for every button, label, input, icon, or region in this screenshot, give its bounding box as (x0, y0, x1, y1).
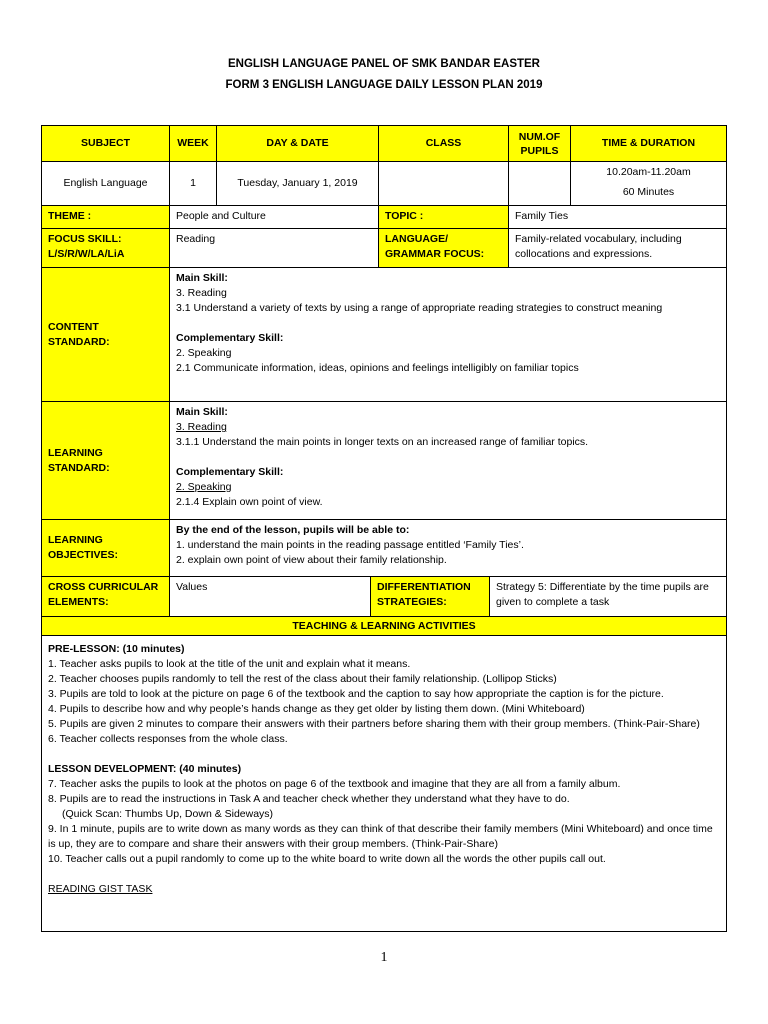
content-comp-heading: Complementary Skill: (176, 332, 284, 344)
objectives-label-line-1: LEARNING (48, 534, 103, 546)
pre-lesson-heading: PRE-LESSON: (10 minutes) (48, 643, 185, 655)
development-item: 9. In 1 minute, pupils are to write down as many words as they can think of that describe their family members (Mini Whiteboard) and once time is up, they are to compare and share their answers with their group members. (Think-Pair-Share) (48, 823, 713, 850)
pre-lesson-item: 5. Pupils are given 2 minutes to compare their answers with their partners before sharing them with their group members. (Think-Pair-Share) (48, 718, 700, 730)
cross-curricular-label (41, 576, 170, 617)
focus-label-line-2: L/S/R/W/LA/LiA (48, 248, 125, 260)
learning-objectives-body (169, 519, 727, 577)
focus-label-line-1: FOCUS SKILL: (48, 233, 122, 245)
cell-week: 1 (169, 161, 217, 206)
objective-1: 1. understand the main points in the reading passage entitled ‘Family Ties’. (176, 539, 524, 551)
content-standard-label (41, 267, 170, 402)
header-num-pupils: NUM.OF PUPILS (508, 125, 571, 162)
cross-label-line-2: ELEMENTS: (48, 596, 109, 608)
header-subject: SUBJECT (41, 125, 170, 162)
theme-label: THEME : (41, 205, 170, 229)
cell-day-date: Tuesday, January 1, 2019 (216, 161, 379, 206)
learning-objectives-label (41, 519, 170, 577)
header-day-date: DAY & DATE (216, 125, 379, 162)
development-item-note: (Quick Scan: Thumbs Up, Down & Sideways) (62, 808, 274, 820)
page-number: 1 (380, 950, 388, 965)
learning-main-1: 3. Reading (176, 421, 227, 433)
content-main-1: 3. Reading (176, 287, 227, 299)
development-item: 10. Teacher calls out a pupil randomly to come up to the white board to write down all the words the other pupils call out. (48, 853, 606, 865)
grammar-focus-label (378, 228, 509, 268)
learning-comp-2: 2.1.4 Explain own point of view. (176, 496, 323, 508)
header-time-duration: TIME & DURATION (570, 125, 727, 162)
document-header (0, 54, 768, 96)
differentiation-label (370, 576, 490, 617)
learning-main-2: 3.1.1 Understand the main points in longer texts on an increased range of familiar topics. (176, 436, 589, 448)
objective-2: 2. explain own point of view about their family relationship. (176, 554, 447, 566)
pre-lesson-item: 2. Teacher chooses pupils randomly to tell the rest of the class about their family relationship. (Lollipop Sticks) (48, 673, 557, 685)
header-week: WEEK (169, 125, 217, 162)
focus-skill-label (41, 228, 170, 268)
diff-label-line-1: DIFFERENTIATION (377, 581, 471, 593)
activities-header: TEACHING & LEARNING ACTIVITIES (41, 616, 727, 636)
content-main-2: 3.1 Understand a variety of texts by using a range of appropriate reading strategies to construct meaning (176, 302, 663, 314)
pre-lesson-item: 6. Teacher collects responses from the whole class. (48, 733, 288, 745)
lang-label-line-1: LANGUAGE/ (385, 233, 448, 245)
content-label-line-2: STANDARD: (48, 335, 110, 348)
content-comp-2: 2.1 Communicate information, ideas, opinions and feelings intelligibly on familiar topics (176, 362, 579, 374)
content-comp-1: 2. Speaking (176, 347, 232, 359)
diff-label-line-2: STRATEGIES: (377, 596, 447, 608)
development-item: 7. Teacher asks the pupils to look at the photos on page 6 of the textbook and imagine that they are all from a family album. (48, 778, 621, 790)
learning-main-heading: Main Skill: (176, 406, 228, 418)
cross-curricular-value: Values (169, 576, 371, 617)
reading-gist-task: READING GIST TASK (48, 883, 153, 895)
content-label-line-1: CONTENT (48, 320, 99, 333)
differentiation-value: Strategy 5: Differentiate by the time pupils are given to complete a task (489, 576, 727, 617)
lang-label-line-2: GRAMMAR FOCUS: (385, 248, 485, 260)
grammar-focus-value: Family-related vocabulary, including collocations and expressions. (508, 228, 727, 268)
pre-lesson-item: 3. Pupils are told to look at the picture on page 6 of the textbook and the caption to say how appropriate the caption is for the picture. (48, 688, 664, 700)
header-class: CLASS (378, 125, 509, 162)
pre-lesson-item: 1. Teacher asks pupils to look at the title of the unit and explain what it means. (48, 658, 411, 670)
learning-label-line-1: LEARNING (48, 446, 103, 459)
header-line-2: FORM 3 ENGLISH LANGUAGE DAILY LESSON PLAN 2019 (225, 79, 543, 91)
cell-time-duration (570, 161, 727, 206)
learning-label-line-2: STANDARD: (48, 461, 110, 474)
learning-comp-1: 2. Speaking (176, 481, 232, 493)
cell-class (378, 161, 509, 206)
learning-standard-label (41, 401, 170, 520)
focus-skill-value: Reading (169, 228, 379, 268)
duration-value: 60 Minutes (622, 186, 675, 198)
objectives-intro: By the end of the lesson, pupils will be able to: (176, 524, 410, 536)
learning-standard-body (169, 401, 727, 520)
content-standard-body (169, 267, 727, 402)
activities-body (41, 635, 727, 932)
development-heading: LESSON DEVELOPMENT: (40 minutes) (48, 763, 242, 775)
objectives-label-line-2: OBJECTIVES: (48, 549, 119, 561)
pre-lesson-item: 4. Pupils to describe how and why people’s hands change as they get older by listing them down. (Mini Whiteboard) (48, 703, 585, 715)
cross-label-line-1: CROSS CURRICULAR (48, 581, 159, 593)
cell-subject: English Language (41, 161, 170, 206)
topic-label: TOPIC : (378, 205, 509, 229)
learning-comp-heading: Complementary Skill: (176, 466, 284, 478)
cell-num-pupils (508, 161, 571, 206)
header-line-1: ENGLISH LANGUAGE PANEL OF SMK BANDAR EASTER (227, 58, 540, 70)
development-item: 8. Pupils are to read the instructions in Task A and teacher check whether they understand what they have to do. (48, 793, 570, 805)
theme-value: People and Culture (169, 205, 379, 229)
topic-value: Family Ties (508, 205, 727, 229)
time-value: 10.20am-11.20am (606, 166, 691, 178)
content-main-heading: Main Skill: (176, 272, 228, 284)
